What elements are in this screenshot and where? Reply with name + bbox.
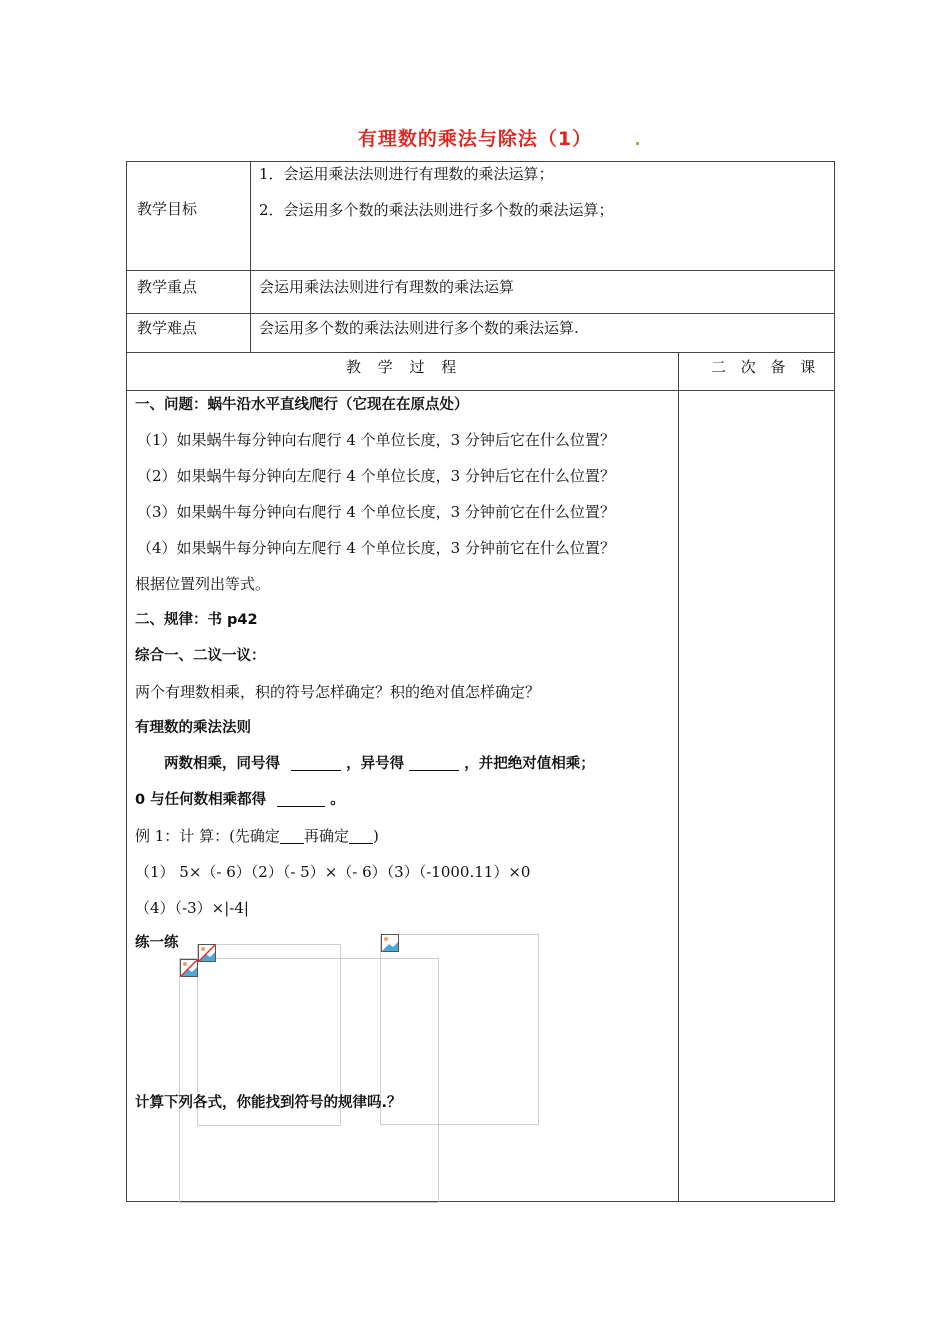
example-text-b: 再确定 xyxy=(303,827,349,845)
determine-then-blank[interactable] xyxy=(349,827,373,844)
image-frame xyxy=(380,934,539,1125)
example-text-c: ) xyxy=(372,827,379,845)
section1-tail: 根据位置列出等式。 xyxy=(135,575,271,593)
broken-image-icon xyxy=(381,934,399,952)
notes-header: 二 次 备 课 xyxy=(711,358,821,376)
determine-first-blank[interactable] xyxy=(280,827,304,844)
objective-item-1: 1．会运用乘法法则进行有理数的乘法运算； xyxy=(259,165,554,183)
practice-heading: 练一练 xyxy=(135,935,179,951)
key-point-text: 会运用乘法法则进行有理数的乘法运算 xyxy=(259,278,515,296)
process-header: 教 学 过 程 xyxy=(346,358,463,376)
table-border-left xyxy=(126,161,127,1202)
question-2: （2）如果蜗牛每分钟向左爬行 4 个单位长度，3 分钟后它在什么位置？ xyxy=(137,467,615,485)
example-line-1: （1） 5×（- 6）（2）（- 5）×（- 6）（3）（-1000.11）×0 xyxy=(135,863,531,881)
row-divider xyxy=(126,270,835,271)
zero-text-b: 。 xyxy=(330,792,345,808)
question-1: （1）如果蜗牛每分钟向右爬行 4 个单位长度，3 分钟后它在什么位置？ xyxy=(137,431,615,449)
table-border-right xyxy=(834,161,835,1202)
row-divider xyxy=(126,313,835,314)
zero-rule xyxy=(135,790,345,810)
label-column-divider xyxy=(250,161,251,353)
broken-image-icon xyxy=(180,959,198,977)
difficulty-label: 教学难点 xyxy=(137,319,198,337)
rule-text-b: ，异号得 xyxy=(346,756,405,772)
objectives-label: 教学目标 xyxy=(137,200,198,218)
stray-mark xyxy=(636,142,639,145)
example-line-2: （4）（-3）×|-4| xyxy=(135,899,249,917)
opposite-sign-blank[interactable] xyxy=(409,754,459,771)
objective-item-2: 2．会运用多个数的乘法法则进行多个数的乘法运算； xyxy=(259,201,614,219)
same-sign-blank[interactable] xyxy=(291,754,341,771)
question-3: （3）如果蜗牛每分钟向右爬行 4 个单位长度，3 分钟前它在什么位置？ xyxy=(137,503,615,521)
row-divider xyxy=(126,352,835,353)
multiplication-rule xyxy=(164,754,595,774)
section1-heading: 一、问题：蜗牛沿水平直线爬行（它现在在原点处） xyxy=(135,397,469,413)
compute-prompt: 计算下列各式，你能找到符号的规律吗.？ xyxy=(135,1095,402,1111)
section2-heading: 二、规律：书 p42 xyxy=(135,612,258,628)
example-heading xyxy=(135,826,379,846)
page-title: 有理数的乘法与除法（1） xyxy=(357,128,593,150)
discuss-question: 两个有理数相乘，积的符号怎样确定？积的绝对值怎样确定？ xyxy=(135,683,541,701)
rule-title: 有理数的乘法法则 xyxy=(135,720,251,736)
difficulty-text: 会运用多个数的乘法法则进行多个数的乘法运算. xyxy=(259,319,579,337)
table-border-top xyxy=(126,161,835,162)
rule-text-c: ，并把绝对值相乘； xyxy=(464,756,595,772)
zero-text-a: 0 与任何数相乘都得 xyxy=(135,792,267,808)
broken-image-icon xyxy=(198,944,216,962)
notes-column-divider xyxy=(678,352,679,1202)
question-4: （4）如果蜗牛每分钟向左爬行 4 个单位长度，3 分钟前它在什么位置？ xyxy=(137,539,615,557)
key-point-label: 教学重点 xyxy=(137,278,198,296)
zero-product-blank[interactable] xyxy=(277,790,325,807)
row-divider xyxy=(126,390,835,391)
rule-text-a: 两数相乘，同号得 xyxy=(164,756,280,772)
discuss-heading: 综合一、二议一议： xyxy=(135,648,266,664)
example-text-a: 例 1：计 算：(先确定 xyxy=(135,827,280,845)
